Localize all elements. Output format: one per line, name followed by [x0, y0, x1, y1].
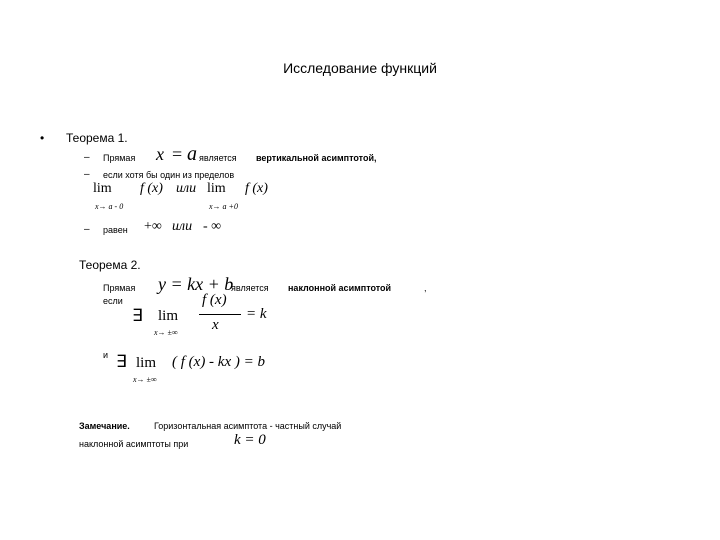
theorem2-line2-text: если [103, 296, 123, 306]
theorem2-line1-prefix: Прямая [103, 283, 136, 293]
or-text-1: или [176, 181, 197, 196]
limit-expression-b: ( f (x) - kx ) = b [172, 354, 265, 370]
f-x-2: f (x) [245, 181, 268, 196]
theorem1-line1-prefix: Прямая [103, 153, 136, 163]
theorem2-heading: Теорема 2. [79, 258, 141, 272]
lim-3: lim [158, 308, 179, 324]
fraction-numerator: f (x) [202, 292, 227, 308]
note-formula: k = 0 [234, 432, 266, 448]
lim-2-sub: x→ a +0 [209, 202, 238, 211]
plus-infinity: +∞ [144, 219, 162, 234]
dash-2: – [84, 169, 90, 180]
limit-rhs-k: = k [246, 306, 267, 322]
theorem1-line3-text: равен [103, 225, 128, 235]
f-x-1: f (x) [140, 181, 163, 196]
formula-eq: = [172, 144, 183, 164]
vertical-asymptote-text: вертикальной асимптотой, [256, 153, 377, 163]
theorem1-line1-is: является [199, 153, 237, 163]
minus-infinity: - ∞ [203, 219, 222, 234]
formula-x: x [156, 144, 164, 164]
bullet-icon: • [40, 131, 45, 145]
theorem2-line1-comma: , [424, 283, 427, 293]
lim-1-sub: x→ a - 0 [95, 202, 124, 211]
dash-3: – [84, 224, 90, 235]
oblique-asymptote-text: наклонной асимптотой [288, 283, 392, 293]
lim-4-sub: x→ ±∞ [133, 375, 157, 384]
dash-1: – [84, 152, 90, 163]
lim-1: lim [93, 181, 112, 196]
note-text-2: наклонной асимптоты при [79, 439, 189, 449]
lim-3-sub: x→ ±∞ [154, 328, 178, 337]
theorem1-heading: Теорема 1. [66, 131, 128, 145]
oblique-formula: y = kx + b [158, 274, 234, 294]
formula-a: a [187, 143, 197, 165]
lim-4: lim [136, 355, 157, 371]
fraction-line [199, 314, 241, 315]
note-text-1: Горизонтальная асимптота - частный случай [154, 421, 342, 431]
page-title: Исследование функций [283, 60, 437, 76]
note-label: Замечание. [79, 421, 130, 431]
exists-symbol-2: ∃ [116, 352, 127, 371]
theorem2-line3-text: и [103, 350, 109, 360]
theorem2-line1-is: является [231, 283, 269, 293]
fraction-denominator: x [212, 317, 219, 333]
or-text-2: или [172, 219, 193, 234]
exists-symbol-1: ∃ [132, 306, 143, 325]
theorem1-line2-text: если хотя бы один из пределов [103, 170, 235, 180]
lim-2: lim [207, 181, 226, 196]
